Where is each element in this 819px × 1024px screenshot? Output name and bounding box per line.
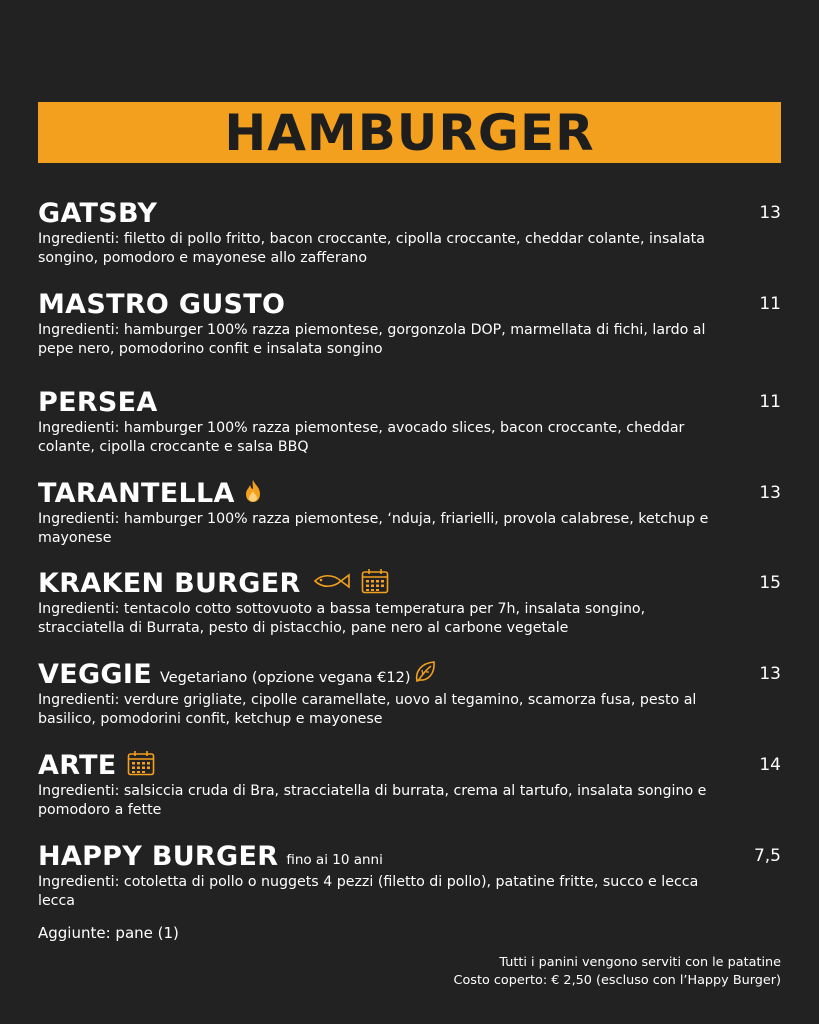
item-name: ARTE — [38, 749, 117, 781]
menu-item-gatsby — [38, 196, 781, 268]
menu-item-persea — [38, 385, 781, 457]
item-name: GATSBY — [38, 197, 158, 229]
item-name: TARANTELLA — [38, 477, 235, 509]
item-name: HAPPY BURGER — [38, 840, 279, 872]
item-name: VEGGIE — [38, 658, 152, 690]
menu-item-tarantella — [38, 476, 781, 548]
item-price: 13 — [759, 664, 781, 684]
item-price: 7,5 — [753, 846, 781, 866]
item-price: 13 — [759, 203, 781, 223]
item-price: 13 — [759, 483, 781, 503]
menu-item-arte — [38, 748, 781, 820]
footer-line: Tutti i panini vengono serviti con le patatine — [499, 955, 781, 970]
footer-notes — [454, 954, 781, 990]
item-ingredients: Ingredienti: hamburger 100% razza piemontese, gorgonzola DOP, marmellata di fichi, lardo al pepe nero, pomodorino confit e insalata songino — [38, 322, 706, 357]
item-name: PERSEA — [38, 386, 158, 418]
item-note: fino ai 10 anni — [286, 852, 383, 868]
addons-text: Aggiunte: pane (1) — [38, 924, 179, 942]
item-ingredients: Ingredienti: tentacolo cotto sottovuoto a bassa temperatura per 7h, insalata songino, stracciatella di Burrata, pesto di pistacchio, pane nero al carbone vegetale — [38, 601, 646, 636]
menu-item-happy-burger — [38, 839, 781, 911]
leaf-icon — [414, 660, 436, 688]
menu-item-mastro-gusto — [38, 287, 781, 359]
footer-line: Costo coperto: € 2,50 (escluso con l’Happy Burger) — [453, 973, 781, 988]
item-ingredients: Ingredienti: hamburger 100% razza piemontese, avocado slices, bacon croccante, cheddar colante, cipolla croccante e salsa BBQ — [38, 420, 685, 455]
calendar-icon — [127, 750, 155, 780]
item-ingredients: Ingredienti: salsiccia cruda di Bra, stracciatella di burrata, crema al tartufo, insalata songino e pomodoro a fette — [38, 783, 707, 818]
flame-icon — [243, 479, 263, 507]
menu-item-veggie — [38, 657, 781, 729]
item-name: KRAKEN BURGER — [38, 567, 301, 599]
title-banner — [38, 102, 781, 163]
item-price: 14 — [759, 755, 781, 775]
menu-item-kraken-burger — [38, 566, 781, 638]
item-name: MASTRO GUSTO — [38, 288, 286, 320]
item-ingredients: Ingredienti: verdure grigliate, cipolle caramellate, uovo al tegamino, scamorza fusa, pesto al basilico, pomodorini confit, ketchup e mayonese — [38, 692, 697, 727]
item-price: 11 — [759, 294, 781, 314]
item-ingredients: Ingredienti: hamburger 100% razza piemontese, ‘nduja, friarielli, provola calabrese, ketchup e mayonese — [38, 511, 709, 546]
item-ingredients: Ingredienti: filetto di pollo fritto, bacon croccante, cipolla croccante, cheddar colante, insalata songino, pomodoro e mayonese allo zafferano — [38, 231, 705, 266]
item-ingredients: Ingredienti: cotoletta di pollo o nuggets 4 pezzi (filetto di pollo), patatine fritte, succo e lecca lecca — [38, 874, 699, 909]
item-price: 15 — [759, 573, 781, 593]
fish-icon — [313, 573, 351, 593]
calendar-icon — [361, 568, 389, 598]
page-title: HAMBURGER — [224, 103, 595, 162]
item-price: 11 — [759, 392, 781, 412]
item-note: Vegetariano (opzione vegana €12) — [159, 670, 411, 686]
